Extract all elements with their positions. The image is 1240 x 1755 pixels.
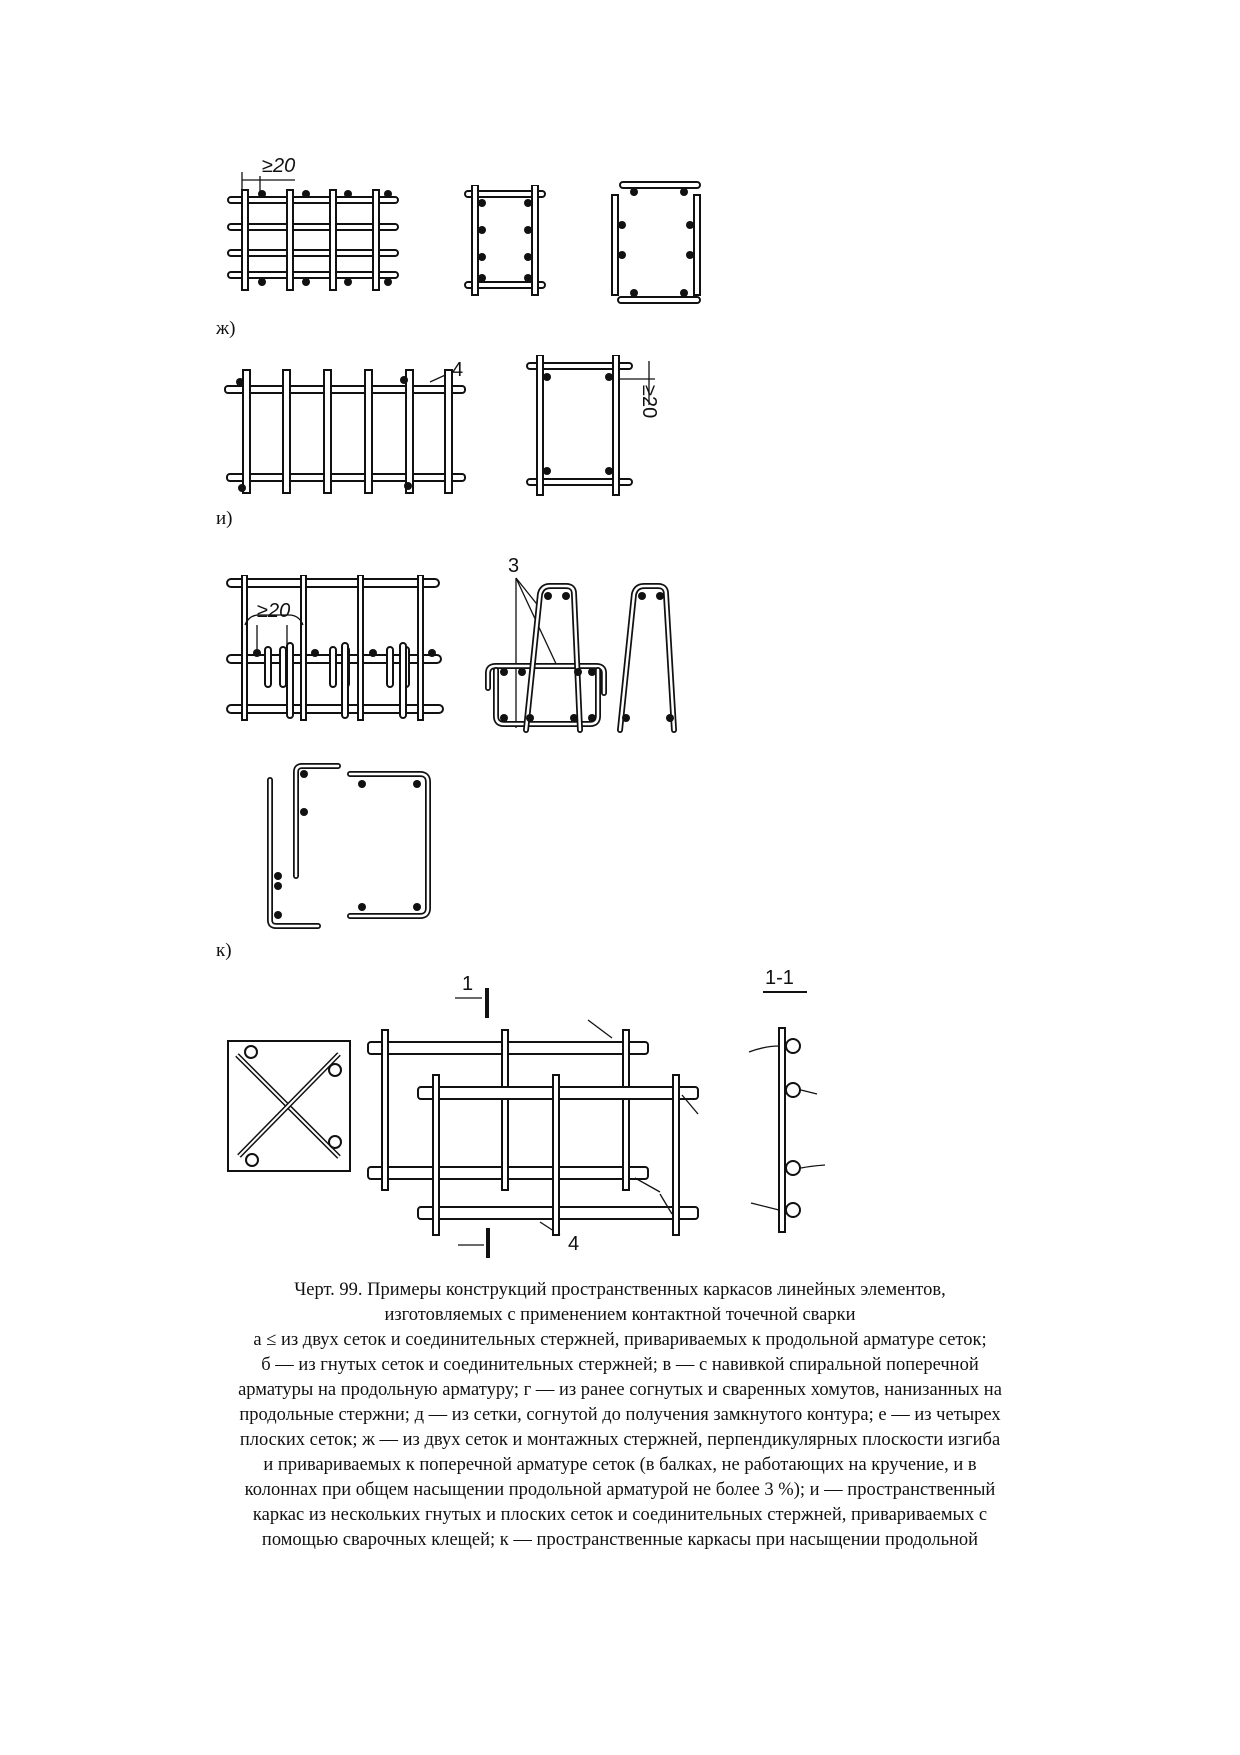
figure-k-x-plate [227, 1040, 357, 1175]
figure-k-meshes [360, 960, 740, 1260]
figure-label-i: и) [216, 508, 233, 529]
dimension-i-lower: ≥20 [257, 600, 291, 622]
figure-angles [262, 760, 442, 930]
caption-line-6: и привариваемых к поперечной арматуре сеток (в балках, не работающих на кручение, и в [263, 1455, 977, 1475]
figure-i-frame [225, 575, 450, 725]
callout-3: 3 [508, 555, 520, 577]
caption-line-9: помощью сварочных клещей; к — пространственные каркасы при насыщении продольной [261, 1530, 979, 1550]
figure-zh-mesh [220, 150, 420, 300]
caption-title-line-1: Черт. 99. Примеры конструкций пространственных каркасов линейных элементов, [294, 1280, 946, 1300]
figure-caption [180, 1278, 1060, 1553]
caption-line-8: каркас из нескольких гнутых и плоских сеток и соединительных стержней, привариваемых с [252, 1505, 988, 1525]
figure-i-bent-section [478, 548, 678, 738]
caption-line-5: плоских сеток; ж — из двух сеток и монтажных стержней, перпендикулярных плоскости изгиба [239, 1430, 1001, 1450]
dimension-i: ≥20 [638, 385, 660, 419]
figure-zh-section-b [610, 180, 705, 310]
dimension-zh: ≥20 [262, 155, 296, 177]
callout-4-k: 4 [568, 1233, 580, 1255]
section-title: 1-1 [765, 967, 794, 989]
callout-4: 4 [452, 359, 464, 381]
caption-line-7: колоннах при общем насыщении продольной арматурой не более 3 %); и — пространственный [244, 1480, 996, 1500]
figure-zh-section-a [460, 185, 550, 300]
caption-title-line-2: изготовляемых с применением контактной точечной сварки [384, 1305, 856, 1325]
section-mark-top: 1 [462, 973, 474, 995]
figure-label-zh: ж) [216, 318, 236, 339]
caption-line-2: б — из гнутых сеток и соединительных стержней; в — с навивкой спиральной поперечной [261, 1355, 979, 1375]
figure-k-section [745, 960, 845, 1240]
caption-line-3: арматуры на продольную арматуру; г — из ранее согнутых и сваренных хомутов, нанизанных на [238, 1380, 1002, 1400]
figure-i-mesh [220, 350, 470, 500]
figure-i-section [525, 355, 665, 500]
caption-line-4: продольные стержни; д — из сетки, согнутой до получения замкнутого контура; е — из четырех [239, 1405, 1001, 1425]
caption-line-1: а ≤ из двух сеток и соединительных стержней, привариваемых к продольной арматуре сеток; [253, 1330, 987, 1350]
figure-label-k: к) [216, 940, 232, 961]
